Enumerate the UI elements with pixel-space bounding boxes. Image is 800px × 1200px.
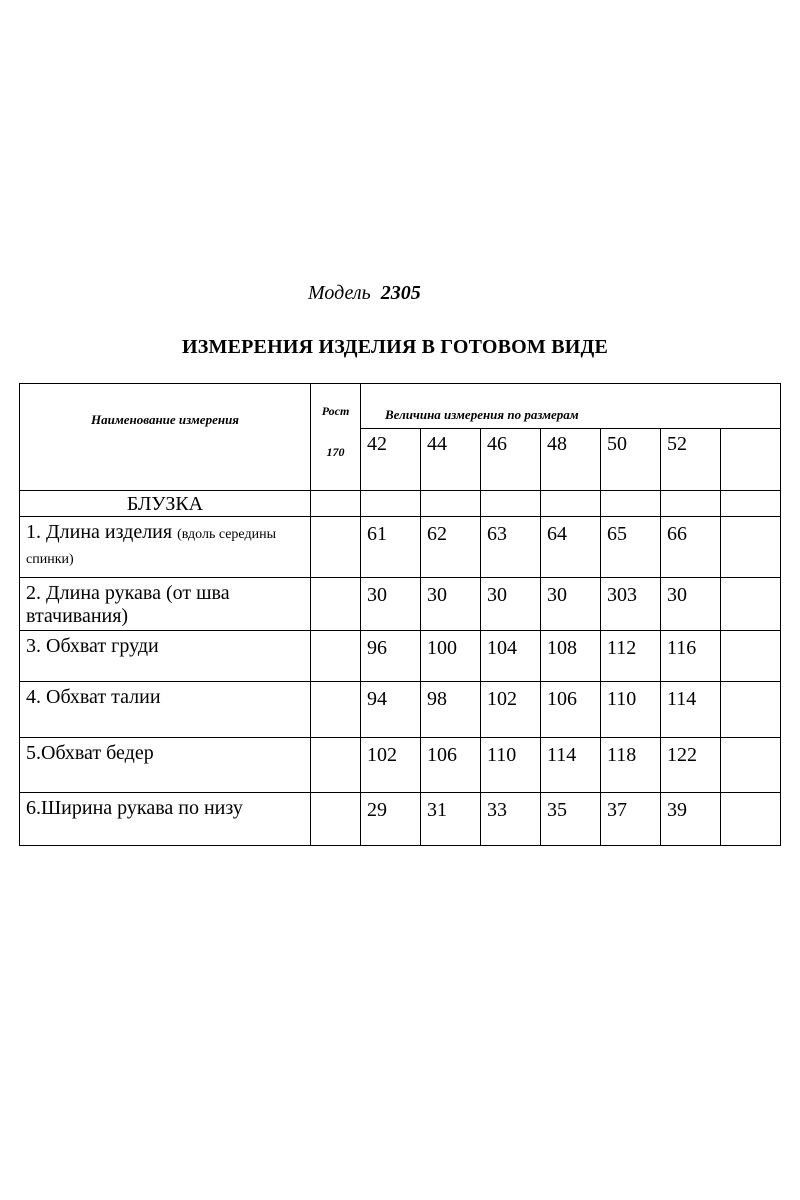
header-rost-cell <box>311 384 361 491</box>
header-values-cell <box>361 384 781 429</box>
value-cell: 118 <box>601 738 661 793</box>
value-cell: 114 <box>541 738 601 793</box>
model-label: Модель <box>308 282 371 304</box>
header-name: Наименование измерения <box>91 412 239 427</box>
value-cell: 30 <box>541 578 601 631</box>
header-name-cell <box>20 384 311 491</box>
value-cell: 303 <box>601 578 661 631</box>
value-cell: 110 <box>481 738 541 793</box>
size-cell: 50 <box>601 429 661 491</box>
table-row <box>20 682 781 738</box>
rost-cell <box>311 682 361 738</box>
value-cell <box>721 682 781 738</box>
size-cell: 48 <box>541 429 601 491</box>
value-cell: 65 <box>601 517 661 578</box>
value-cell: 104 <box>481 631 541 682</box>
table-row <box>20 517 781 578</box>
row-name-cell <box>20 578 311 631</box>
size-cell: 46 <box>481 429 541 491</box>
row-name: 5.Обхват бедер <box>26 742 154 764</box>
value-cell: 30 <box>481 578 541 631</box>
table-row <box>20 793 781 846</box>
value-cell: 30 <box>661 578 721 631</box>
value-cell: 31 <box>421 793 481 846</box>
model-line <box>308 282 421 305</box>
value-cell: 39 <box>661 793 721 846</box>
value-cell: 102 <box>361 738 421 793</box>
value-cell: 61 <box>361 517 421 578</box>
value-cell: 29 <box>361 793 421 846</box>
empty-cell <box>541 491 601 517</box>
rost-cell <box>311 517 361 578</box>
value-cell: 35 <box>541 793 601 846</box>
section-row <box>20 491 781 517</box>
row-name-cell <box>20 517 311 578</box>
empty-cell <box>601 491 661 517</box>
value-cell <box>721 793 781 846</box>
measurement-table <box>19 383 781 846</box>
row-name: 4. Обхват талии <box>26 686 161 708</box>
header-rost-label: Рост <box>321 404 350 418</box>
value-cell: 63 <box>481 517 541 578</box>
value-cell: 122 <box>661 738 721 793</box>
header-rost-value: 170 <box>326 445 345 459</box>
value-cell: 108 <box>541 631 601 682</box>
value-cell <box>721 578 781 631</box>
value-cell: 94 <box>361 682 421 738</box>
row-name-cell <box>20 631 311 682</box>
value-cell: 30 <box>421 578 481 631</box>
rost-cell <box>311 578 361 631</box>
size-cell <box>721 429 781 491</box>
rost-cell <box>311 631 361 682</box>
row-name: 1. Длина изделия <box>26 521 173 543</box>
empty-cell <box>361 491 421 517</box>
row-name-cell <box>20 793 311 846</box>
value-cell: 30 <box>361 578 421 631</box>
value-cell: 64 <box>541 517 601 578</box>
empty-cell <box>721 491 781 517</box>
value-cell: 112 <box>601 631 661 682</box>
value-cell: 102 <box>481 682 541 738</box>
size-cell: 42 <box>361 429 421 491</box>
value-cell <box>721 738 781 793</box>
section-label: БЛУЗКА <box>20 491 311 517</box>
value-cell: 110 <box>601 682 661 738</box>
empty-cell <box>661 491 721 517</box>
value-cell <box>721 517 781 578</box>
value-cell: 37 <box>601 793 661 846</box>
row-name-cell <box>20 682 311 738</box>
model-number: 2305 <box>380 282 421 304</box>
value-cell <box>721 631 781 682</box>
value-cell: 106 <box>541 682 601 738</box>
rost-cell <box>311 738 361 793</box>
table-row <box>20 578 781 631</box>
value-cell: 33 <box>481 793 541 846</box>
row-name: 6.Ширина рукава по низу <box>26 797 243 819</box>
value-cell: 114 <box>661 682 721 738</box>
value-cell: 100 <box>421 631 481 682</box>
table-row <box>20 631 781 682</box>
size-cell: 44 <box>421 429 481 491</box>
rost-cell <box>311 793 361 846</box>
value-cell: 98 <box>421 682 481 738</box>
row-name-cell <box>20 738 311 793</box>
empty-cell <box>421 491 481 517</box>
document-title: ИЗМЕРЕНИЯ ИЗДЕЛИЯ В ГОТОВОМ ВИДЕ <box>182 336 608 358</box>
empty-cell <box>311 491 361 517</box>
empty-cell <box>481 491 541 517</box>
table-row <box>20 738 781 793</box>
header-values: Величина измерения по размерам <box>385 407 579 422</box>
row-name: 2. Длина рукава (от шва втачивания) <box>26 582 230 627</box>
value-cell: 116 <box>661 631 721 682</box>
row-name: 3. Обхват груди <box>26 635 159 657</box>
value-cell: 96 <box>361 631 421 682</box>
value-cell: 66 <box>661 517 721 578</box>
value-cell: 62 <box>421 517 481 578</box>
size-cell: 52 <box>661 429 721 491</box>
value-cell: 106 <box>421 738 481 793</box>
row-note: (вдоль середины спинки) <box>26 527 276 567</box>
